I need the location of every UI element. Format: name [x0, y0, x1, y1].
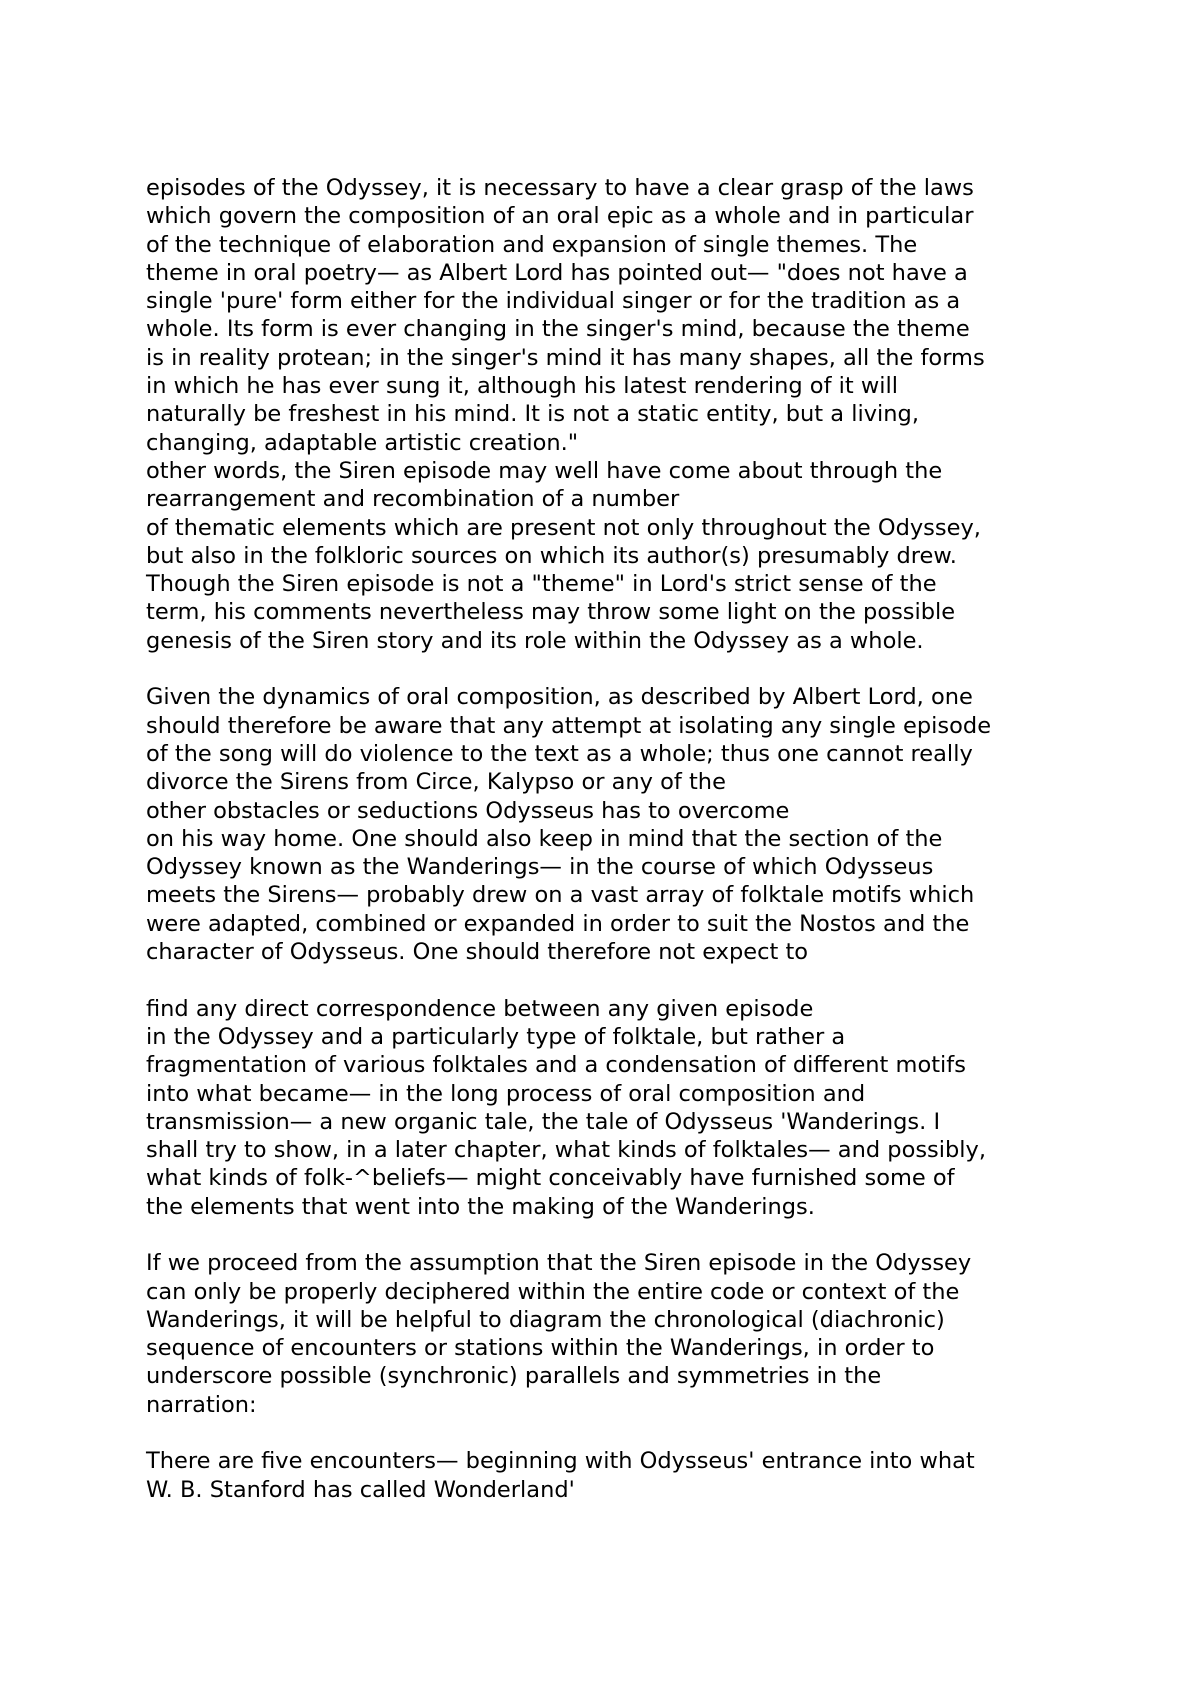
text-line: shall try to show, in a later chapter, what kinds of folktales— and possibly, — [146, 1137, 987, 1164]
text-line: on his way home. One should also keep in mind that the section of the — [146, 825, 943, 852]
text-line: were adapted, combined or expanded in order to suit the Nostos and the — [146, 910, 970, 937]
paragraph-gap — [146, 966, 1126, 994]
text-line: meets the Sirens— probably drew on a vast array of folktale motifs which — [146, 882, 975, 909]
paragraph-1 — [146, 174, 1126, 655]
text-line: rearrangement and recombination of a number — [146, 486, 680, 513]
text-line: of the technique of elaboration and expansion of single themes. The — [146, 231, 918, 258]
paragraph-2 — [146, 683, 1126, 966]
text-line: into what became— in the long process of oral composition and — [146, 1080, 866, 1107]
text-line: in the Odyssey and a particularly type of folktale, but rather a — [146, 1023, 846, 1050]
text-line: of the song will do violence to the text as a whole; thus one cannot really — [146, 740, 973, 767]
text-line: term, his comments nevertheless may throw some light on the possible — [146, 599, 956, 626]
paragraph-4 — [146, 1249, 1126, 1419]
text-line: W. B. Stanford has called Wonderland' — [146, 1476, 575, 1503]
text-line: is in reality protean; in the singer's mind it has many shapes, all the forms — [146, 344, 985, 371]
text-line: should therefore be aware that any attempt at isolating any single episode — [146, 712, 992, 739]
text-line: other obstacles or seductions Odysseus has to overcome — [146, 797, 790, 824]
paragraph-gap — [146, 1221, 1126, 1249]
text-line: Odyssey known as the Wanderings— in the course of which Odysseus — [146, 854, 934, 881]
paragraph-5 — [146, 1447, 1126, 1504]
paragraph-gap — [146, 655, 1126, 683]
text-line: genesis of the Siren story and its role within the Odyssey as a whole. — [146, 627, 924, 654]
text-line: divorce the Sirens from Circe, Kalypso or any of the — [146, 769, 726, 796]
text-line: which govern the composition of an oral epic as a whole and in particular — [146, 203, 974, 230]
text-line: underscore possible (synchronic) parallels and symmetries in the — [146, 1363, 882, 1390]
text-line: in which he has ever sung it, although his latest rendering of it will — [146, 373, 899, 400]
text-line: Wanderings, it will be helpful to diagram the chronological (diachronic) — [146, 1306, 945, 1333]
text-line: single 'pure' form either for the individual singer or for the tradition as a — [146, 288, 961, 315]
text-line: narration: — [146, 1391, 257, 1418]
text-line: Given the dynamics of oral composition, as described by Albert Lord, one — [146, 684, 973, 711]
text-line: changing, adaptable artistic creation." — [146, 429, 579, 456]
text-line: transmission— a new organic tale, the tale of Odysseus 'Wanderings. I — [146, 1108, 941, 1135]
text-line: find any direct correspondence between any given episode — [146, 995, 814, 1022]
text-line: of thematic elements which are present not only throughout the Odyssey, — [146, 514, 981, 541]
paragraph-3 — [146, 995, 1126, 1221]
text-line: episodes of the Odyssey, it is necessary to have a clear grasp of the laws — [146, 175, 974, 201]
text-line: Though the Siren episode is not a "theme" in Lord's strict sense of the — [146, 571, 937, 598]
text-line: naturally be freshest in his mind. It is not a static entity, but a living, — [146, 401, 919, 428]
text-line: can only be properly deciphered within the entire code or context of the — [146, 1278, 960, 1305]
text-line: If we proceed from the assumption that the Siren episode in the Odyssey — [146, 1250, 972, 1277]
text-line: There are five encounters— beginning with Odysseus' entrance into what — [146, 1448, 975, 1475]
paragraph-gap — [146, 1419, 1126, 1447]
text-line: character of Odysseus. One should therefore not expect to — [146, 939, 809, 966]
text-line: other words, the Siren episode may well have come about through the — [146, 457, 943, 484]
text-line: what kinds of folk-^beliefs— might conceivably have furnished some of — [146, 1165, 955, 1192]
text-line: theme in oral poetry— as Albert Lord has pointed out— "does not have a — [146, 259, 968, 286]
text-line: the elements that went into the making of the Wanderings. — [146, 1193, 815, 1220]
document-body — [146, 174, 1126, 1504]
text-line: whole. Its form is ever changing in the singer's mind, because the theme — [146, 316, 970, 343]
text-line: fragmentation of various folktales and a condensation of different motifs — [146, 1052, 966, 1079]
text-line: sequence of encounters or stations within the Wanderings, in order to — [146, 1335, 935, 1362]
text-line: but also in the folkloric sources on which its author(s) presumably drew. — [146, 542, 957, 569]
